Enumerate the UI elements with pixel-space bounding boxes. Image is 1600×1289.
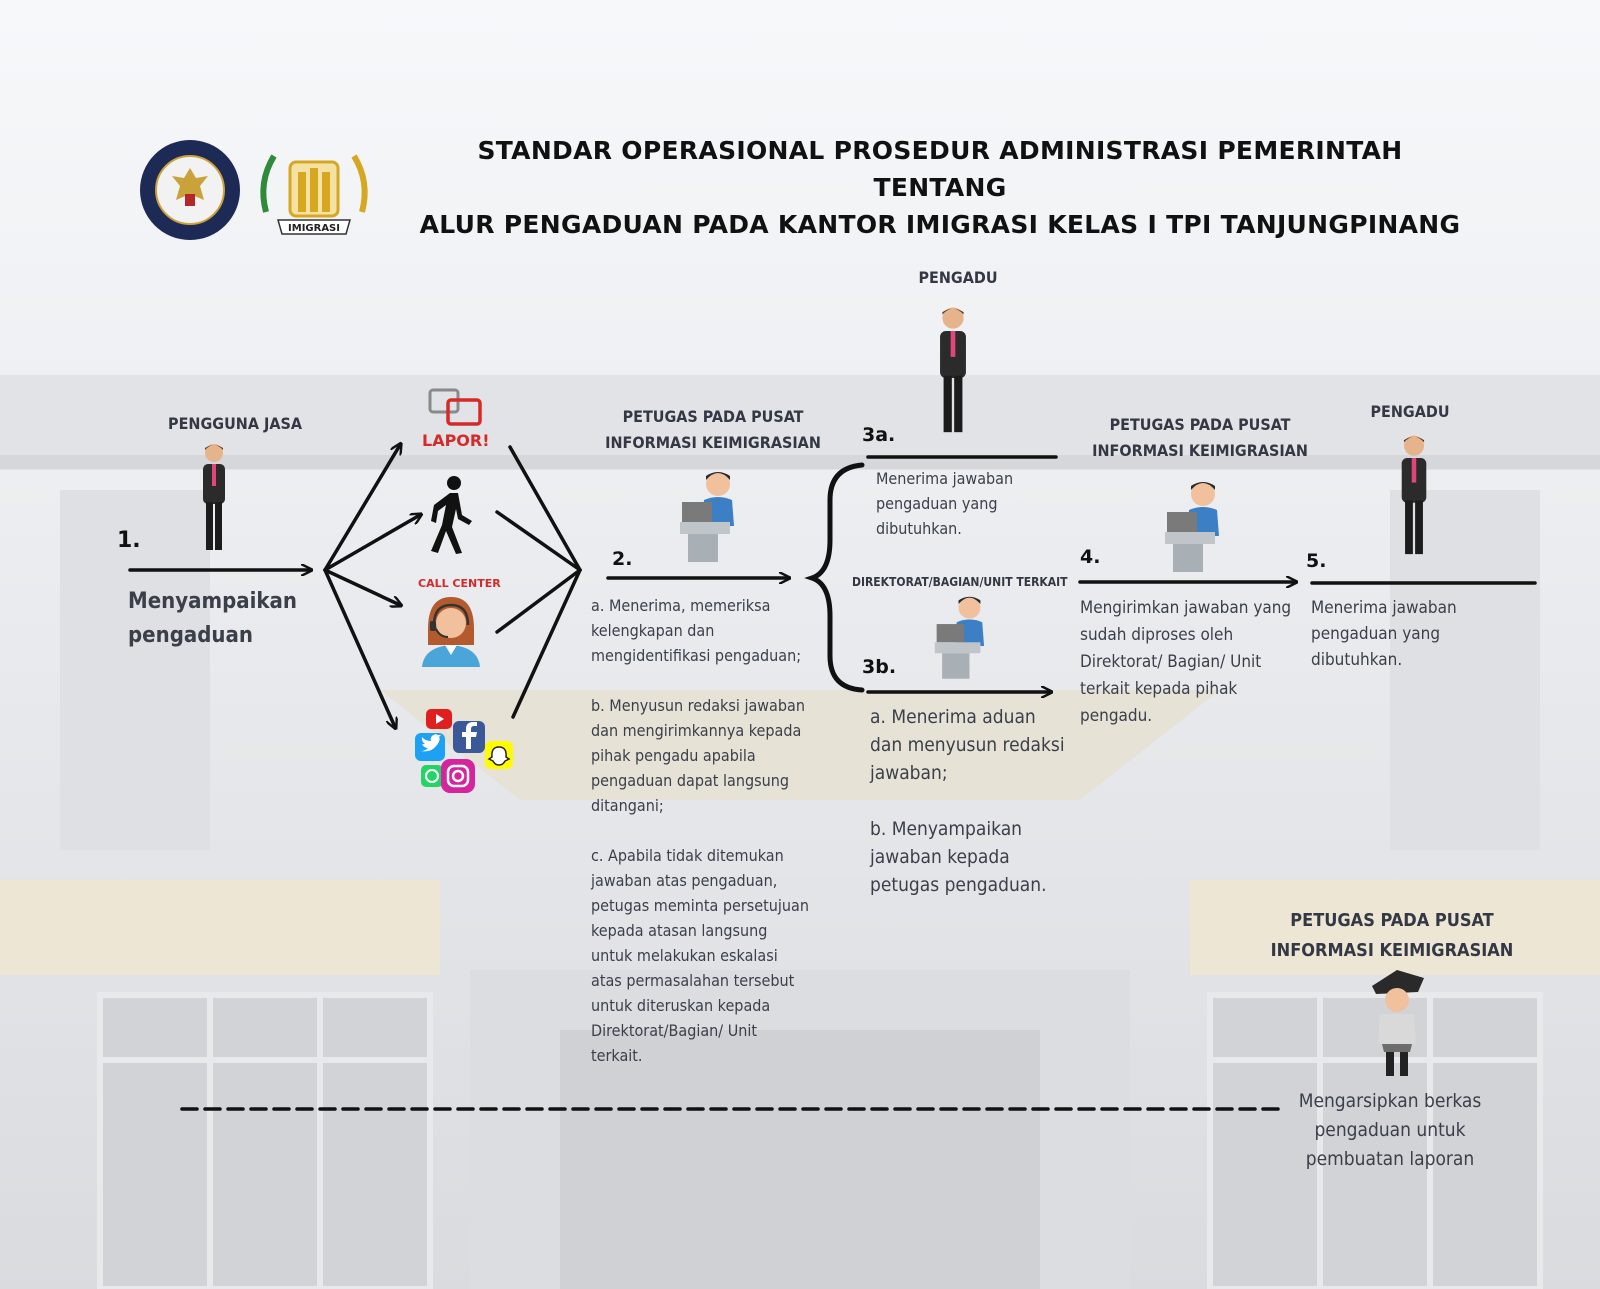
archive-text: Mengarsipkan berkas pengaduan untuk pembuatan laporan xyxy=(1298,1090,1482,1170)
title-line-3: ALUR PENGADUAN PADA KANTOR IMIGRASI KELAS I TPI TANJUNGPINANG xyxy=(419,210,1461,239)
step3a-text: Menerima jawaban pengaduan yang dibutuhkan. xyxy=(876,469,1014,538)
actor-direktorat: DIREKTORAT/BAGIAN/UNIT TERKAIT xyxy=(852,575,1068,589)
actor-petugas-archive: PETUGAS PADA PUSAT INFORMASI KEIMIGRASIAN xyxy=(1270,910,1514,961)
step2-item-c: c. Apabila tidak ditemukan jawaban atas pengaduan, petugas meminta persetujuan kepada atasan langsung untuk melakukan eskalasi atas permasalahan tersebut untuk diteruskan kepada Direktorat/Bagian/ Unit terkait. xyxy=(591,846,809,1065)
person-icon xyxy=(197,442,231,554)
step2-item-a: a. Menerima, memeriksa kelengkapan dan mengidentifikasi pengaduan; xyxy=(591,596,802,665)
step3b-item-a: a. Menerima aduan dan menyusun redaksi jawaban; xyxy=(870,706,1065,784)
step1-text: Menyampaikan pengaduan xyxy=(128,589,298,648)
social-media-icons xyxy=(413,705,513,797)
title-line-2: TENTANG xyxy=(873,173,1007,202)
arrow-to-social xyxy=(325,570,395,727)
officer-desk-icon xyxy=(678,466,746,562)
title-line-1: STANDAR OPERASIONAL PROSEDUR ADMINISTRASI PEMERINTAH xyxy=(477,136,1403,165)
call-center-agent-icon xyxy=(418,593,484,667)
imigrasi-banner-text: IMIGRASI xyxy=(288,223,340,234)
call-center-label: CALL CENTER xyxy=(418,577,501,590)
actor-pengadu-3a: PENGADU xyxy=(918,268,998,287)
instagram-icon xyxy=(441,759,475,793)
step4-number: 4. xyxy=(1080,546,1101,568)
lapor-chat-icon xyxy=(428,388,488,430)
step4-text: Mengirimkan jawaban yang sudah diproses oleh Direktorat/ Bagian/ Unit terkait kepada pihak pengadu. xyxy=(1080,598,1292,726)
step1-number: 1. xyxy=(117,528,141,553)
walk-in-icon xyxy=(428,475,474,555)
officer-desk-icon xyxy=(933,590,995,680)
whatsapp-icon xyxy=(421,765,443,787)
actor-petugas-step2: PETUGAS PADA PUSAT INFORMASI KEIMIGRASIAN xyxy=(605,407,821,452)
step5-number: 5. xyxy=(1306,550,1327,572)
step3b-number: 3b. xyxy=(862,656,897,678)
actor-pengadu-5: PENGADU xyxy=(1370,402,1450,421)
actor-petugas-step4: PETUGAS PADA PUSAT INFORMASI KEIMIGRASIAN xyxy=(1092,415,1308,460)
step2-number: 2. xyxy=(612,548,633,570)
step3a-number: 3a. xyxy=(862,424,896,446)
person-icon xyxy=(1395,430,1433,562)
arrow-to-callcenter xyxy=(325,570,400,605)
step5-text: Menerima jawaban pengaduan yang dibutuhkan. xyxy=(1311,598,1457,670)
step2-item-b: b. Menyusun redaksi jawaban dan mengirimkannya kepada pihak pengadu apabila pengaduan dapat langsung ditangani; xyxy=(591,696,805,815)
arrow-to-lapor xyxy=(325,445,400,570)
officer-traditional-icon xyxy=(1362,966,1432,1078)
step3b-item-b: b. Menyampaikan jawaban kepada petugas pengaduan. xyxy=(870,818,1047,896)
person-icon xyxy=(933,303,973,439)
actor-pengguna-jasa: PENGGUNA JASA xyxy=(168,414,302,433)
arrow-to-walkin xyxy=(325,515,420,570)
lapor-label: LAPOR! xyxy=(422,431,490,450)
officer-desk-icon xyxy=(1163,476,1231,572)
